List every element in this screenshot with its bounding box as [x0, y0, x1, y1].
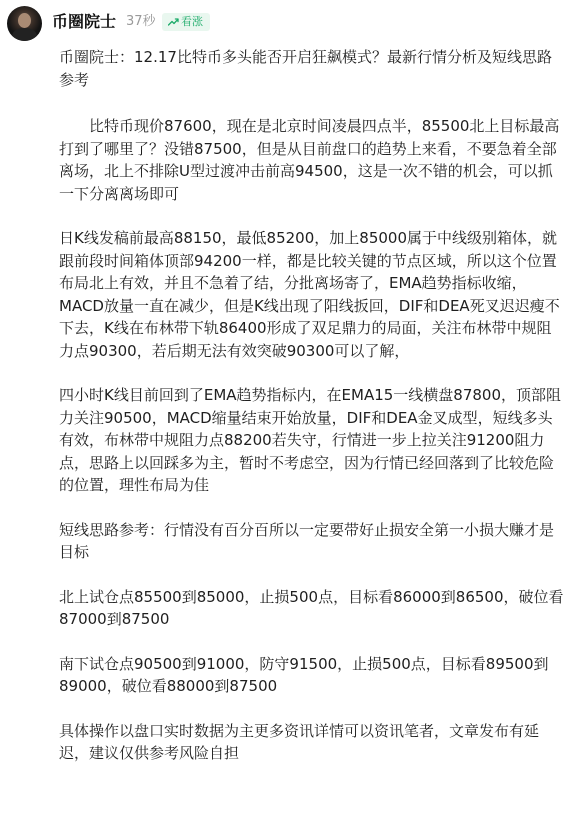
post-paragraph: 四小时K线目前回到了EMA趋势指标内，在EMA15一线横盘87800，顶部阻力关注90500，MACD缩量结束开始放量，DIF和DEA金叉成型，短线多头有效，布林带中规阻力点88200若失守，行情进一步上拉关注91200阻力点，思路上以回踩多为主，暂时不考虑空，因为行情已经回落到了比较危险的位置，理性布局为佳	[59, 386, 562, 494]
post-paragraph: 日K线发稿前最高88150，最低85200，加上85000属于中线级别箱体，就跟前段时间箱体顶部94200一样，都是比较关键的节点区域，所以这个位置布局北上有效，并且不急着了结，分批离场寄了，EMA趋势指标收缩，MACD放量一直在减少，但是K线出现了阳线扳回，DIF和DEA死叉迟迟瘦不下去，K线在布林带下轨86400形成了双足鼎力的局面，关注布林带中规阻力点90300，若后期无法有效突破90300可以了解，	[59, 229, 560, 360]
post-paragraph: 比特币现价87600，现在是北京时间凌晨四点半，85500北上目标最高打到了哪里了？没错87500，但是从目前盘口的趋势上来看，不要急着全部离场，北上不排除U型过渡冲击前高94500，这是一次不错的机会，可以抓一下分离离场即可	[59, 117, 560, 203]
post-paragraph: 短线思路参考：行情没有百分百所以一定要带好止损安全第一小损大赚才是目标	[59, 520, 555, 561]
post-paragraph: 具体操作以盘口实时数据为主更多资讯详情可以资讯笔者，文章发布有延迟，建议仅供参考风险自担	[59, 721, 540, 762]
post-time: 37秒	[126, 14, 156, 29]
badge-label: 看涨	[181, 15, 203, 28]
trend-up-icon	[168, 18, 179, 26]
post-paragraph: 南下试仓点90500到91000，防守91500，止损500点，目标看89500到89000，破位看88000到87500	[59, 654, 549, 695]
avatar-body	[12, 28, 37, 41]
avatar[interactable]	[7, 6, 42, 41]
post-body	[59, 46, 565, 787]
post-paragraph: 北上试仓点85500到85000，止损500点，目标看86000到86500，破位看87000到87500	[59, 587, 564, 628]
avatar-face	[18, 13, 31, 28]
post-title: 币圈院士：12.17比特币多头能否开启狂飙模式？最新行情分析及短线思路参考	[59, 48, 552, 89]
bullish-badge	[162, 13, 210, 31]
post-header	[0, 0, 580, 40]
author-name[interactable]: 币圈院士	[52, 12, 117, 31]
